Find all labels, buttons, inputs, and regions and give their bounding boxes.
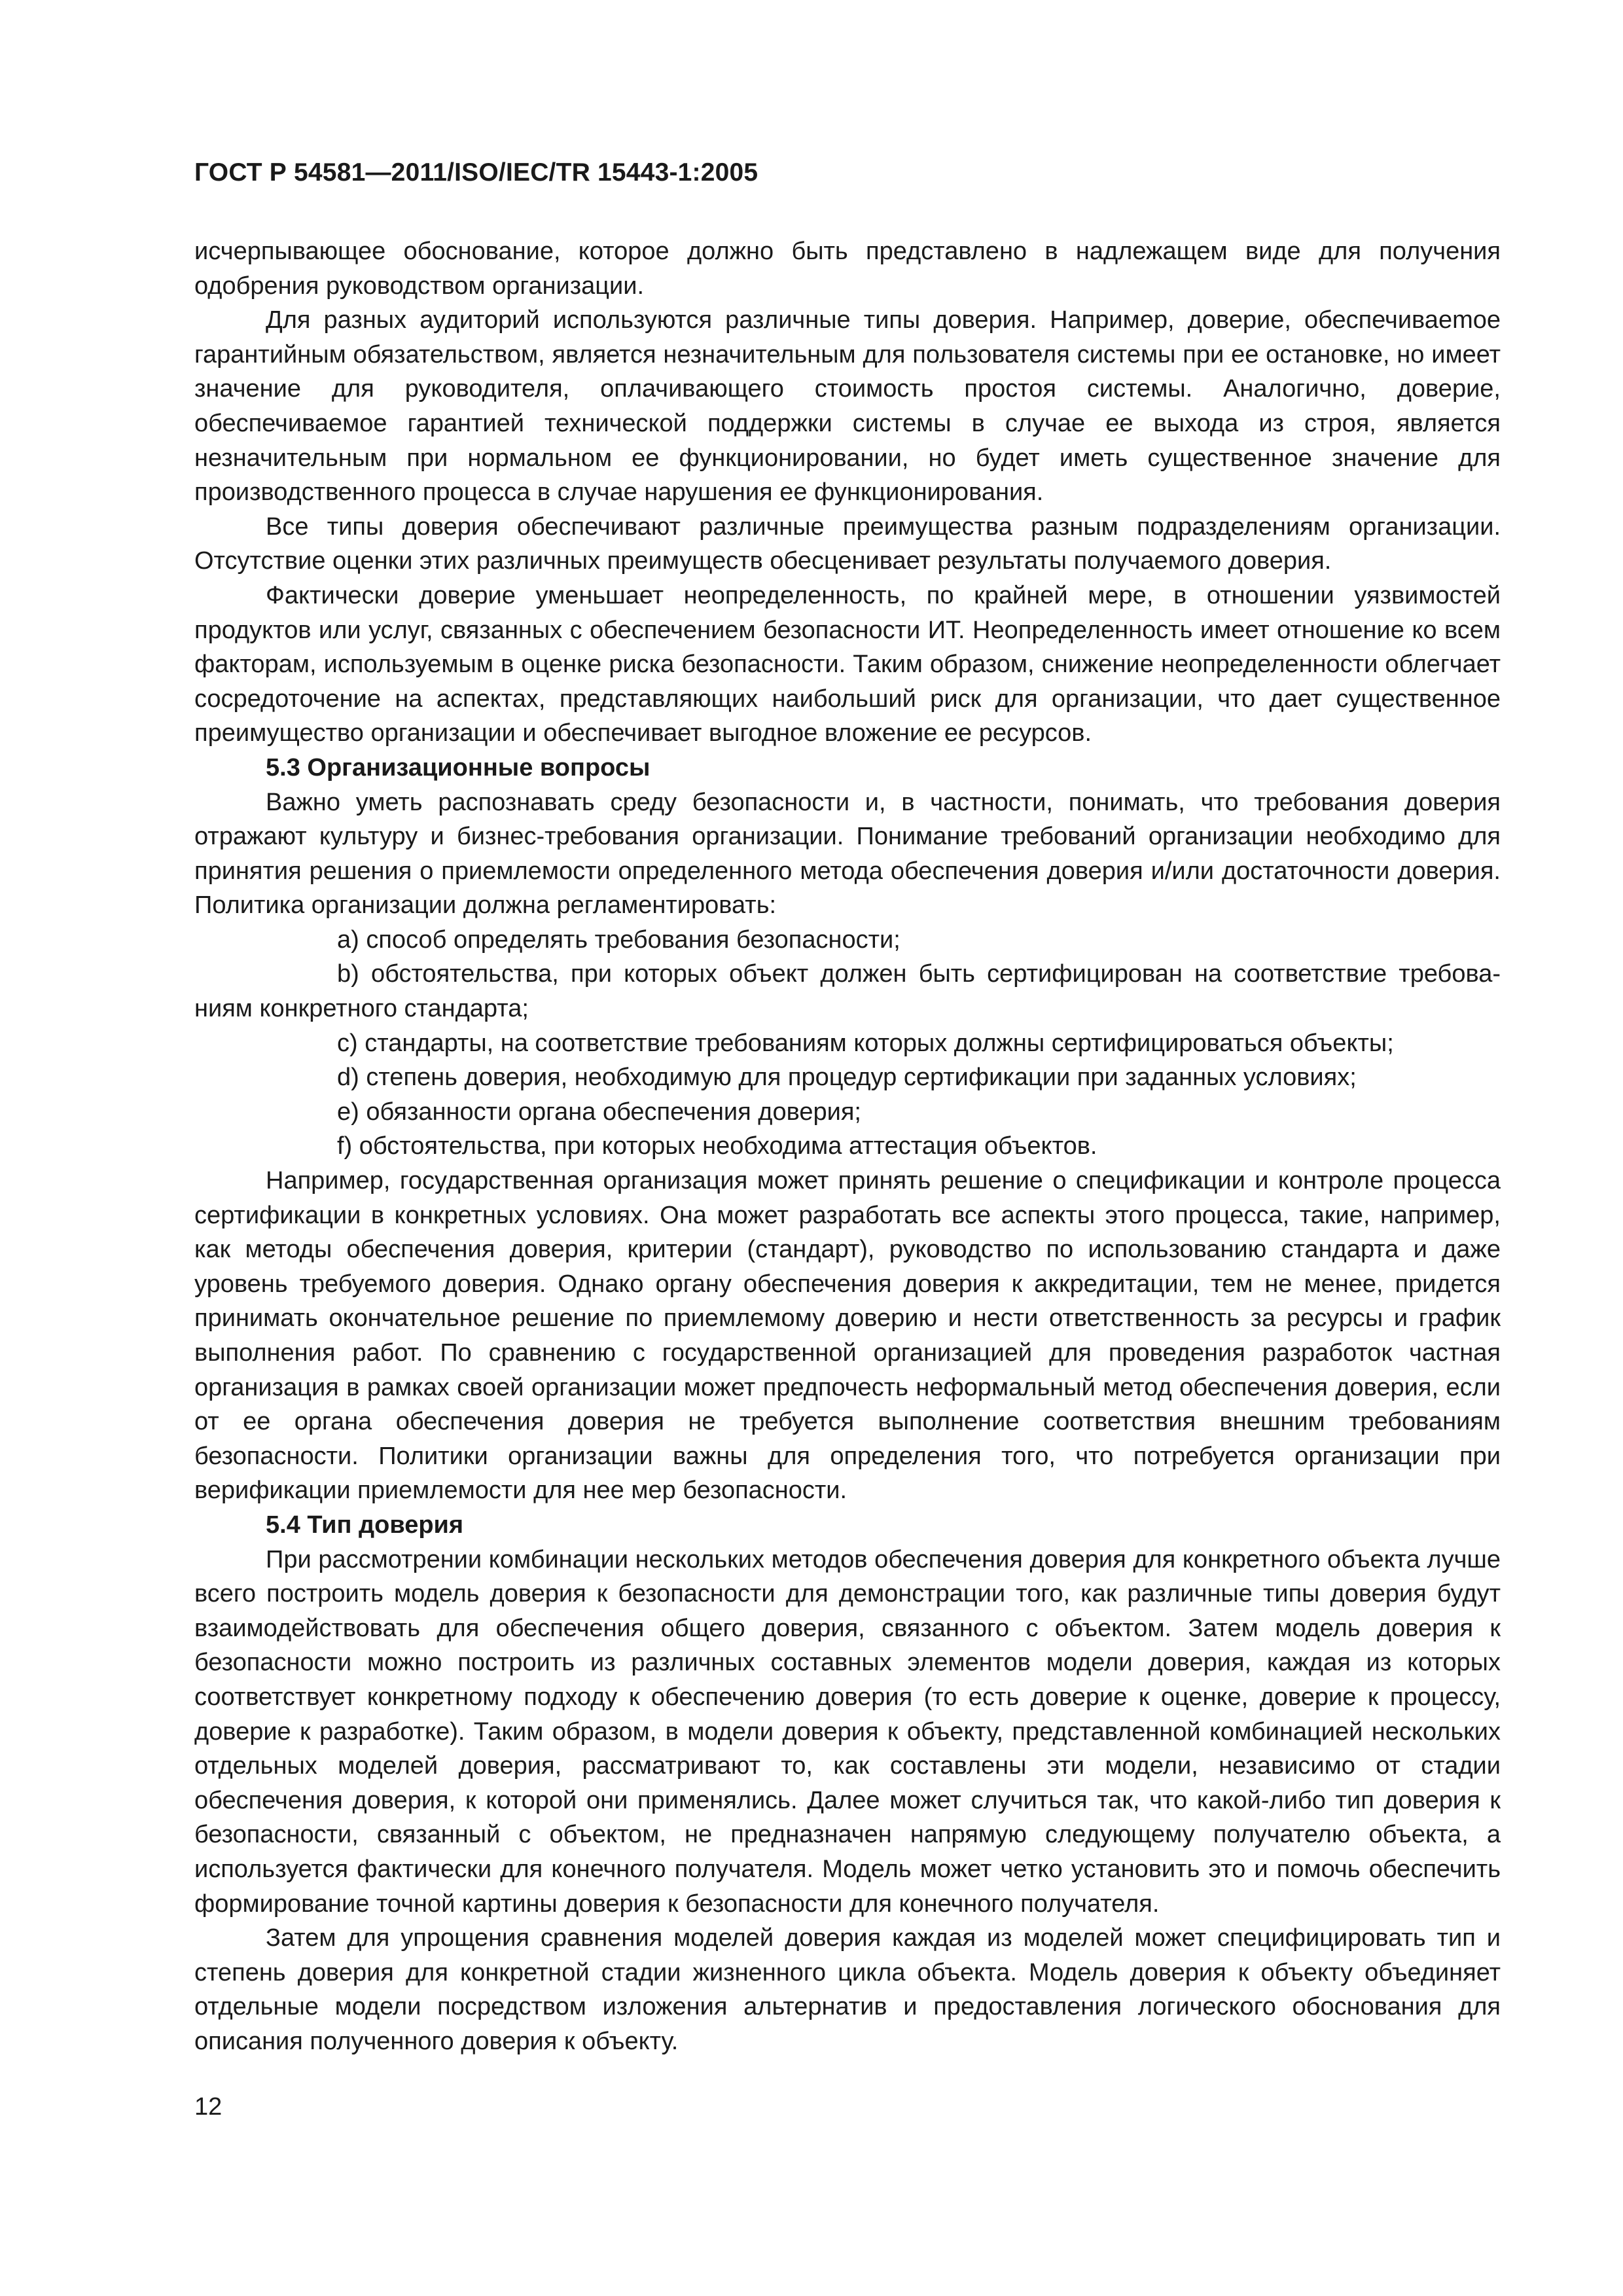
paragraph-assurance-model: При рассмотрении комбинации нескольких методов обеспечения доверия для конкретного объекта лучше всего построить модель доверия к безопасности для демонстрации того, как различные типы доверия будут взаимодействовать для обеспечения общего доверия, связанного с объектом. Затем модель доверия к безопасности можно построить из различных составных элементов модели доверия, каждая из которых соответствует конкретному подходу к обеспечению доверия (то есть доверие к оценке, доверие к процессу, доверие к разработке). Таким образом, в модели доверия к объекту, представленной комбинацией нескольких отдельных моделей доверия, рассматривают то, как составлены эти модели, независимо от стадии обеспечения доверия, к которой они применялись. Далее может случиться так, что какой-либо тип доверия к безопасности, связанный с объектом, не предназначен напрямую следующему получателю объекта, а используется фактически для конечного получателя. Модель может четко установить это и помочь обеспечить формирование точной картины доверия к безопасности для конечного получателя. bbox=[194, 1545, 1501, 1918]
list-marker: b) bbox=[337, 960, 359, 988]
section-heading-5-3: 5.3 Организационные вопросы bbox=[266, 753, 651, 781]
list-item-text: степень доверия, необходимую для процедур сертификации при заданных условиях; bbox=[366, 1064, 1357, 1092]
section-heading-5-4: 5.4 Тип доверия bbox=[266, 1511, 464, 1539]
page-number: 12 bbox=[194, 2093, 223, 2121]
list-item-text: способ определять требования безопасности; bbox=[366, 925, 901, 954]
paragraph-security-environment: Важно уметь распознавать среду безопасности и, в частности, понимать, что требования доверия отражают культуру и бизнес-требования организации. Понимание требований организации необходимо для принятия решения о приемлемости определенного метода обеспечения доверия и/или достаточности доверия. Политика организации должна регламентировать: bbox=[194, 788, 1501, 920]
paragraph-model-comparison: Затем для упрощения сравнения моделей доверия каждая из моделей может специфицировать тип и степень доверия для конкретной стадии жизненного цикла объекта. Модель доверия к объекту объединяет отдельные модели посредством изложения альтернатив и предоставления логического обоснования для описания полученного доверия к объекту. bbox=[194, 1924, 1501, 2055]
paragraph-continuation: исчерпывающее обоснование, которое должно быть представлено в надлежащем виде для получения одобрения руководством организации. bbox=[194, 238, 1501, 300]
document-body bbox=[194, 234, 1501, 2058]
list-marker: a) bbox=[337, 925, 359, 954]
paragraph-assurance-benefits: Все типы доверия обеспечивают различные преимущества разным подразделениям организации. Отсутствие оценки этих различных преимуществ обесценивает результаты получаемого доверия. bbox=[194, 512, 1501, 575]
list-item-text: обстоятельства, при которых объект должен быть сертифицирован на соответствие требованиям конкретного стандарта; bbox=[194, 960, 1501, 1023]
list-item bbox=[194, 1095, 1501, 1130]
list-marker: d) bbox=[337, 1064, 359, 1092]
list-marker: f) bbox=[337, 1132, 353, 1160]
list-marker: c) bbox=[337, 1029, 358, 1057]
list-item bbox=[194, 1060, 1501, 1095]
list-marker: e) bbox=[337, 1098, 359, 1126]
list-item bbox=[194, 957, 1501, 1026]
list-item bbox=[194, 1129, 1501, 1164]
list-item bbox=[194, 923, 1501, 958]
paragraph-government-example: Например, государственная организация может принять решение о спецификации и контроле процесса сертификации в конкретных условиях. Она может разработать все аспекты этого процесса, такие, например, как методы обеспечения доверия, критерии (стандарт), руководство по использованию стандарта и даже уровень требуемого доверия. Однако органу обеспечения доверия к аккредитации, тем не менее, придется принимать окончательное решение по приемлемому доверию и нести ответственность за ресурсы и график выполнения работ. По сравнению с государственной организацией для проведения разработок частная организация в рамках своей организации может предпочесть неформальный метод обеспечения доверия, если от ее органа обеспечения доверия не требуется выполнение соответствия внешним требованиям безопасности. Политики организации важны для определения того, что потребуется организации при верификации приемлемости для нее мер безопасности. bbox=[194, 1167, 1501, 1505]
list-item-text: обязанности органа обеспечения доверия; bbox=[366, 1098, 861, 1126]
paragraph-assurance-audiences: Для разных аудиторий используются различные типы доверия. Например, доверие, обеспечиваеmое гарантийным обязательством, является незначительным для пользователя системы при ее остановке, но имеет значение для руководителя, оплачивающего стоимость простоя системы. Аналогично, доверие, обеспечиваемое гарантией технической поддержки системы в случае ее выхода из строя, является незначительным при нормальном ее функционировании, но будет иметь существенное значение для производственного процесса в случае нарушения ее функционирования. bbox=[194, 306, 1501, 507]
document-header: ГОСТ Р 54581—2011/ISO/IEC/TR 15443-1:2005 bbox=[194, 158, 758, 187]
list-item bbox=[194, 1026, 1501, 1061]
paragraph-uncertainty: Фактически доверие уменьшает неопределенность, по крайней мере, в отношении уязвимостей продуктов или услуг, связанных с обеспечением безопасности ИТ. Неопределенность имеет отношение ко всем факторам, используемым в оценке риска безопасности. Таким образом, снижение неопределенности облегчает сосредоточение на аспектах, представляющих наибольший риск для организации, что дает существенное преимущество организации и обеспечивает выгодное вложение ее ресурсов. bbox=[194, 581, 1501, 747]
list-item-text: обстоятельства, при которых необходима аттестация объектов. bbox=[359, 1132, 1097, 1160]
list-item-text: стандарты, на соответствие требованиям которых должны сертифицироваться объекты; bbox=[365, 1029, 1394, 1057]
